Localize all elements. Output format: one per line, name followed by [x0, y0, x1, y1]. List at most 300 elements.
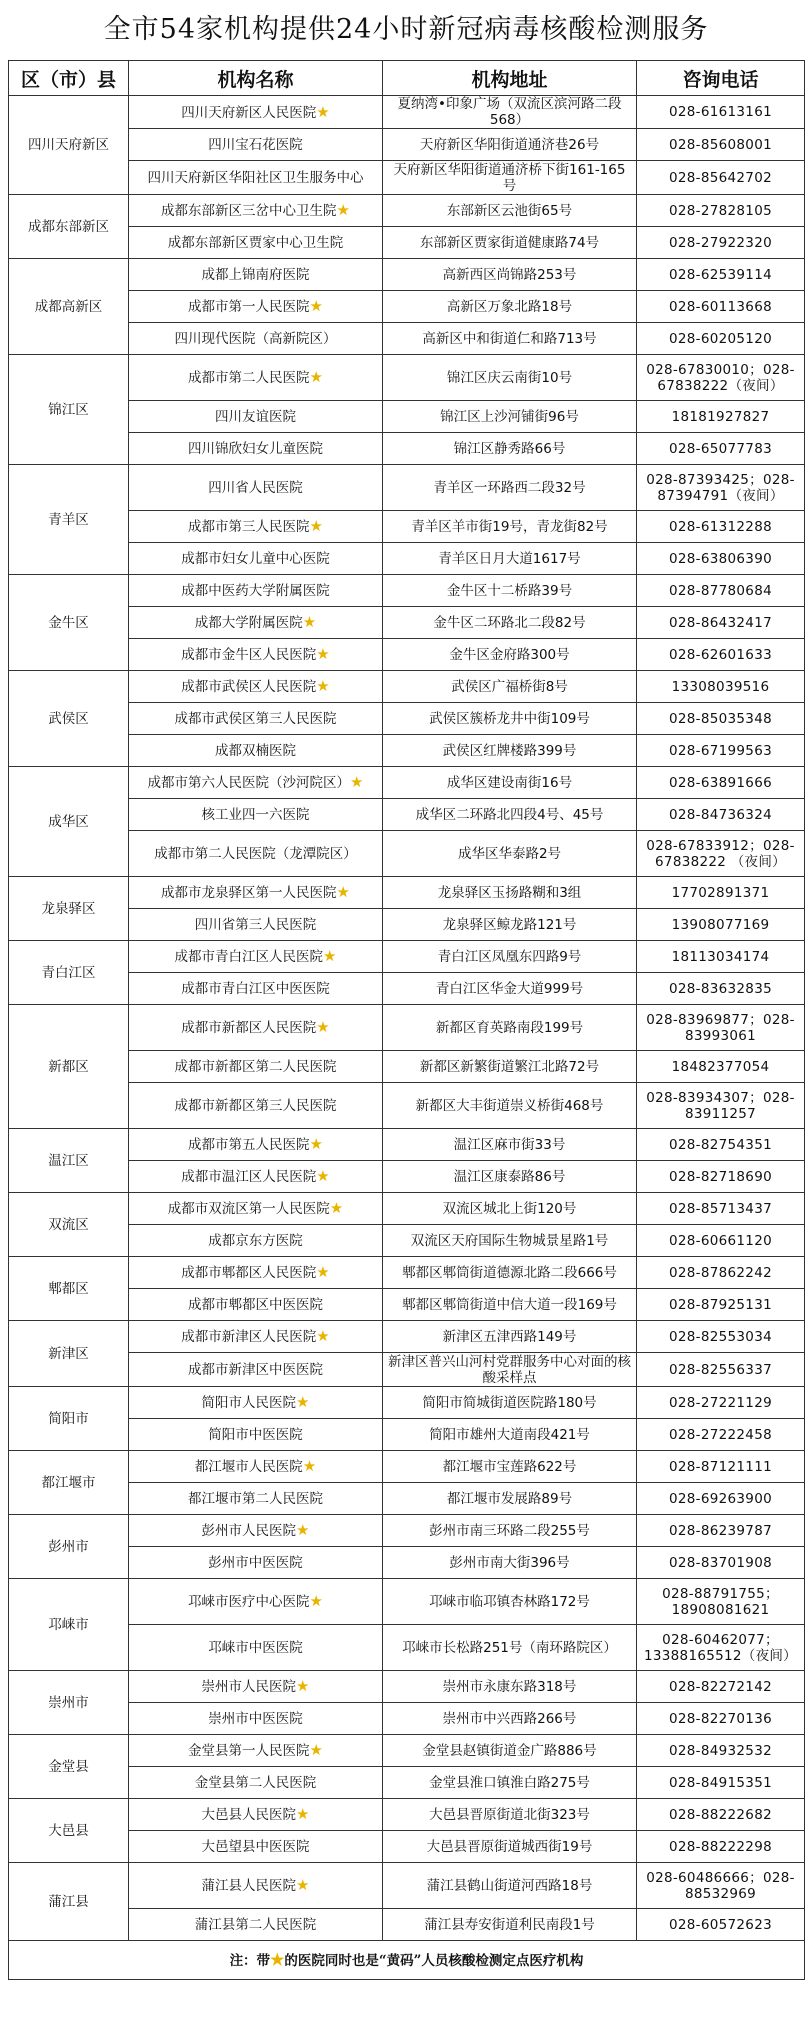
institution-address: 高新西区尚锦路253号 [383, 259, 637, 291]
institution-name-cell [129, 355, 383, 401]
table-row [9, 799, 805, 831]
institution-phone: 028-82556337 [637, 1353, 805, 1387]
institution-phone: 028-87393425；028-87394791（夜间） [637, 465, 805, 511]
table-row [9, 575, 805, 607]
institution-address: 夏纳湾•印象广场（双流区滨河路二段568） [383, 96, 637, 129]
table-row [9, 1289, 805, 1321]
institution-name: 成都市新都区第二人民医院 [174, 1058, 337, 1075]
district-cell: 武侯区 [9, 671, 129, 767]
table-row [9, 941, 805, 973]
institution-name: 四川省人民医院 [208, 479, 303, 496]
star-icon: ★ [316, 1018, 330, 1036]
institution-name-cell [129, 575, 383, 607]
district-cell: 金堂县 [9, 1735, 129, 1799]
institution-name-cell [129, 511, 383, 543]
institution-phone: 028-60113668 [637, 291, 805, 323]
institution-address: 邛崃市临邛镇杏林路172号 [383, 1579, 637, 1625]
institution-name-cell [129, 1831, 383, 1863]
table-body [9, 96, 805, 1941]
institution-phone: 028-83934307；028-83911257 [637, 1083, 805, 1129]
header-district: 区（市）县 [9, 61, 129, 96]
institution-name: 成都市武侯区人民医院 [181, 679, 317, 695]
institution-name-cell [129, 909, 383, 941]
table-row [9, 1225, 805, 1257]
table-row [9, 1483, 805, 1515]
table-row [9, 877, 805, 909]
institution-name: 都江堰市人民医院 [194, 1459, 303, 1475]
testing-institutions-table [8, 60, 805, 1980]
star-icon: ★ [270, 1949, 285, 1969]
star-icon: ★ [302, 613, 317, 631]
star-icon: ★ [309, 1741, 323, 1759]
institution-name: 四川省第三人民医院 [194, 916, 317, 933]
institution-phone: 028-60205120 [637, 323, 805, 355]
table-row [9, 1515, 805, 1547]
institution-name: 成都中医药大学附属医院 [181, 582, 330, 599]
district-cell: 彭州市 [9, 1515, 129, 1579]
table-row [9, 909, 805, 941]
institution-name-cell [129, 1129, 383, 1161]
institution-phone: 028-85713437 [637, 1193, 805, 1225]
institution-name-cell [129, 703, 383, 735]
institution-phone: 18181927827 [637, 401, 805, 433]
institution-name: 成都市第六人民医院（沙河院区） [147, 775, 351, 791]
district-cell: 青白江区 [9, 941, 129, 1005]
institution-name-cell [129, 1799, 383, 1831]
institution-address: 金牛区十二桥路39号 [383, 575, 637, 607]
institution-address: 新都区新繁街道繁江北路72号 [383, 1051, 637, 1083]
institution-name: 崇州市中医医院 [208, 1710, 303, 1727]
table-header-row [9, 61, 805, 96]
institution-name: 简阳市人民医院 [201, 1395, 297, 1411]
institution-name-cell [129, 1671, 383, 1703]
institution-phone: 028-65077783 [637, 433, 805, 465]
table-row [9, 639, 805, 671]
institution-phone: 028-67830010；028-67838222（夜间） [637, 355, 805, 401]
table-row [9, 1321, 805, 1353]
institution-name: 成都市第五人民医院 [188, 1137, 310, 1153]
star-icon: ★ [316, 1167, 330, 1185]
institution-address: 简阳市雄州大道南段421号 [383, 1419, 637, 1451]
institution-address: 龙泉驿区玉扬路糊和3组 [383, 877, 637, 909]
institution-name-cell [129, 1483, 383, 1515]
institution-name-cell [129, 195, 383, 227]
institution-phone: 028-62601633 [637, 639, 805, 671]
institution-name: 四川锦欣妇女儿童医院 [188, 440, 323, 457]
institution-name-cell [129, 323, 383, 355]
institution-phone: 028-87121111 [637, 1451, 805, 1483]
institution-name-cell [129, 1005, 383, 1051]
institution-phone: 17702891371 [637, 877, 805, 909]
institution-address: 武侯区簇桥龙井中街109号 [383, 703, 637, 735]
district-cell: 大邑县 [9, 1799, 129, 1863]
note-prefix: 注：带 [229, 1952, 271, 1969]
institution-name-cell [129, 1289, 383, 1321]
star-icon: ★ [296, 1521, 310, 1539]
star-icon: ★ [323, 947, 337, 965]
institution-address: 简阳市简城街道医院路180号 [383, 1387, 637, 1419]
institution-name: 成都市武侯区第三人民医院 [174, 710, 337, 727]
district-cell: 新都区 [9, 1005, 129, 1129]
table-row [9, 291, 805, 323]
institution-address: 龙泉驿区鲸龙路121号 [383, 909, 637, 941]
institution-address: 蒲江县寿安街道利民南段1号 [383, 1909, 637, 1941]
institution-address: 双流区天府国际生物城景星路1号 [383, 1225, 637, 1257]
institution-phone: 028-61312288 [637, 511, 805, 543]
table-row [9, 465, 805, 511]
institution-address: 新津区五津西路149号 [383, 1321, 637, 1353]
institution-name-cell [129, 1703, 383, 1735]
institution-phone: 13908077169 [637, 909, 805, 941]
table-row [9, 1051, 805, 1083]
star-icon: ★ [350, 773, 364, 791]
institution-phone: 028-60661120 [637, 1225, 805, 1257]
institution-phone: 028-67833912；028-67838222 （夜间） [637, 831, 805, 877]
institution-name-cell [129, 161, 383, 195]
institution-name: 成都市新都区人民医院 [181, 1020, 317, 1036]
table-note-row [9, 1941, 805, 1980]
institution-name-cell [129, 607, 383, 639]
institution-address: 青羊区一环路西二段32号 [383, 465, 637, 511]
institution-name-cell [129, 1083, 383, 1129]
institution-phone: 028-63891666 [637, 767, 805, 799]
institution-address: 天府新区华阳街道通济桥下街161-165号 [383, 161, 637, 195]
institution-name: 蒲江县人民医院 [201, 1878, 297, 1894]
star-icon: ★ [316, 1327, 330, 1345]
table-row [9, 1193, 805, 1225]
table-row [9, 355, 805, 401]
institution-name: 成都市第二人民医院（龙潭院区） [154, 845, 357, 862]
institution-name: 四川宝石花医院 [208, 136, 303, 153]
institution-address: 崇州市中兴西路266号 [383, 1703, 637, 1735]
institution-phone: 028-82272142 [637, 1671, 805, 1703]
institution-name-cell [129, 1547, 383, 1579]
institution-name: 成都京东方医院 [208, 1232, 303, 1249]
institution-phone: 18482377054 [637, 1051, 805, 1083]
institution-name: 四川天府新区人民医院 [181, 104, 317, 121]
institution-address: 锦江区上沙河铺街96号 [383, 401, 637, 433]
institution-name-cell [129, 799, 383, 831]
institution-name: 成都市青白江区中医医院 [181, 980, 330, 997]
star-icon: ★ [316, 102, 330, 121]
institution-address: 大邑县晋原街道城西街19号 [383, 1831, 637, 1863]
institution-phone: 028-82553034 [637, 1321, 805, 1353]
institution-phone: 028-60486666；028-88532969 [637, 1863, 805, 1909]
table-note [9, 1941, 805, 1980]
institution-name: 成都市妇女儿童中心医院 [181, 550, 330, 567]
table-row [9, 1083, 805, 1129]
institution-name-cell [129, 1257, 383, 1289]
institution-name: 成都市青白江区人民医院 [174, 949, 324, 965]
institution-address: 青白江区凤凰东四路9号 [383, 941, 637, 973]
institution-phone: 028-83969877；028-83993061 [637, 1005, 805, 1051]
institution-name-cell [129, 401, 383, 433]
district-cell: 简阳市 [9, 1387, 129, 1451]
institution-phone: 18113034174 [637, 941, 805, 973]
institution-phone: 028-87862242 [637, 1257, 805, 1289]
institution-name-cell [129, 1909, 383, 1941]
institution-address: 天府新区华阳街道通济巷26号 [383, 129, 637, 161]
institution-name-cell [129, 1193, 383, 1225]
institution-name-cell [129, 1161, 383, 1193]
institution-address: 青羊区日月大道1617号 [383, 543, 637, 575]
table-row [9, 1767, 805, 1799]
district-cell: 双流区 [9, 1193, 129, 1257]
institution-phone: 028-83701908 [637, 1547, 805, 1579]
table-row [9, 129, 805, 161]
institution-phone: 028-85642702 [637, 161, 805, 195]
institution-name: 成都市新都区第三人民医院 [174, 1097, 337, 1114]
institution-address: 大邑县晋原街道北街323号 [383, 1799, 637, 1831]
institution-phone: 028-61613161 [637, 96, 805, 129]
table-row [9, 1129, 805, 1161]
institution-name: 成都大学附属医院 [194, 615, 303, 631]
table-row [9, 1831, 805, 1863]
district-cell: 龙泉驿区 [9, 877, 129, 941]
star-icon: ★ [316, 677, 330, 695]
institution-address: 温江区麻市街33号 [383, 1129, 637, 1161]
institution-name: 成都东部新区贾家中心卫生院 [167, 234, 344, 251]
institution-name: 成都东部新区三岔中心卫生院 [161, 203, 337, 219]
district-cell: 都江堰市 [9, 1451, 129, 1515]
table-row [9, 671, 805, 703]
institution-address: 新津区普兴山河村党群服务中心对面的核酸采样点 [383, 1353, 637, 1387]
star-icon: ★ [296, 1393, 310, 1411]
institution-name-cell [129, 129, 383, 161]
district-cell: 四川天府新区 [9, 96, 129, 195]
star-icon: ★ [302, 1457, 317, 1475]
institution-phone: 028-84932532 [637, 1735, 805, 1767]
institution-phone: 028-82718690 [637, 1161, 805, 1193]
institution-name-cell [129, 735, 383, 767]
institution-address: 东部新区云池街65号 [383, 195, 637, 227]
institution-phone: 028-82754351 [637, 1129, 805, 1161]
institution-address: 崇州市永康东路318号 [383, 1671, 637, 1703]
institution-name: 成都市新津区中医医院 [188, 1361, 323, 1378]
institution-name-cell [129, 465, 383, 511]
table-row [9, 543, 805, 575]
institution-phone: 028-85035348 [637, 703, 805, 735]
institution-address: 彭州市南大街396号 [383, 1547, 637, 1579]
institution-phone: 028-82270136 [637, 1703, 805, 1735]
institution-name: 成都市双流区第一人民医院 [167, 1201, 330, 1217]
institution-name: 大邑望县中医医院 [201, 1838, 310, 1855]
institution-phone: 028-86432417 [637, 607, 805, 639]
institution-address: 温江区康泰路86号 [383, 1161, 637, 1193]
table-row [9, 1579, 805, 1625]
institution-address: 青白江区华金大道999号 [383, 973, 637, 1005]
page-title: 全市54家机构提供24小时新冠病毒核酸检测服务 [103, 14, 709, 45]
district-cell: 郫都区 [9, 1257, 129, 1321]
institution-name: 成都市郫都区人民医院 [181, 1265, 317, 1281]
district-cell: 锦江区 [9, 355, 129, 465]
institution-name-cell [129, 767, 383, 799]
table-row [9, 259, 805, 291]
institution-phone: 028-88222298 [637, 1831, 805, 1863]
institution-name-cell [129, 671, 383, 703]
institution-phone: 028-63806390 [637, 543, 805, 575]
institution-name-cell [129, 1735, 383, 1767]
institution-address: 金牛区二环路北二段82号 [383, 607, 637, 639]
institution-phone: 028-85608001 [637, 129, 805, 161]
institution-phone: 028-60572623 [637, 1909, 805, 1941]
star-icon: ★ [309, 368, 323, 386]
star-icon: ★ [336, 883, 350, 901]
institution-address: 都江堰市宝莲路622号 [383, 1451, 637, 1483]
star-icon: ★ [316, 1263, 330, 1281]
table-row [9, 161, 805, 195]
table-row [9, 1625, 805, 1671]
institution-address: 都江堰市发展路89号 [383, 1483, 637, 1515]
table-row [9, 1703, 805, 1735]
table-row [9, 227, 805, 259]
institution-name-cell [129, 96, 383, 129]
institution-name: 四川友谊医院 [215, 408, 296, 425]
institution-address: 成华区二环路北四段4号、45号 [383, 799, 637, 831]
star-icon: ★ [296, 1876, 310, 1894]
institution-name: 金堂县第一人民医院 [188, 1743, 310, 1759]
table-row [9, 1451, 805, 1483]
star-icon: ★ [309, 1135, 323, 1153]
institution-name: 成都市第二人民医院 [188, 370, 310, 386]
institution-address: 高新区中和街道仁和路713号 [383, 323, 637, 355]
institution-address: 东部新区贾家街道健康路74号 [383, 227, 637, 259]
institution-name-cell [129, 543, 383, 575]
institution-name: 四川天府新区华阳社区卫生服务中心 [147, 169, 364, 186]
institution-address: 高新区万象北路18号 [383, 291, 637, 323]
institution-phone: 028-87780684 [637, 575, 805, 607]
table-row [9, 607, 805, 639]
institution-name: 邛崃市医疗中心医院 [188, 1594, 310, 1610]
star-icon: ★ [309, 1592, 323, 1610]
table-row [9, 323, 805, 355]
table-row [9, 1161, 805, 1193]
institution-address: 蒲江县鹤山街道河西路18号 [383, 1863, 637, 1909]
table-row [9, 433, 805, 465]
institution-phone: 028-60462077；13388165512（夜间） [637, 1625, 805, 1671]
institution-phone: 028-88222682 [637, 1799, 805, 1831]
institution-name-cell [129, 433, 383, 465]
header-name: 机构名称 [129, 61, 383, 96]
table-row [9, 1353, 805, 1387]
star-icon: ★ [296, 1677, 310, 1695]
institution-phone: 028-86239787 [637, 1515, 805, 1547]
institution-phone: 028-88791755；18908081621 [637, 1579, 805, 1625]
institution-name: 核工业四一六医院 [201, 806, 310, 823]
institution-name-cell [129, 941, 383, 973]
institution-name-cell [129, 1451, 383, 1483]
institution-phone: 028-87925131 [637, 1289, 805, 1321]
table-row [9, 511, 805, 543]
institution-name-cell [129, 1767, 383, 1799]
district-cell: 青羊区 [9, 465, 129, 575]
institution-address: 金堂县赵镇街道金广路886号 [383, 1735, 637, 1767]
institution-name: 成都上锦南府医院 [201, 266, 310, 283]
institution-name: 成都市龙泉驿区第一人民医院 [161, 885, 337, 901]
institution-phone: 028-62539114 [637, 259, 805, 291]
header-address: 机构地址 [383, 61, 637, 96]
institution-name: 简阳市中医医院 [208, 1426, 303, 1443]
institution-phone: 028-27922320 [637, 227, 805, 259]
institution-address: 锦江区庆云南街10号 [383, 355, 637, 401]
table-row [9, 1799, 805, 1831]
institution-name-cell [129, 1225, 383, 1257]
table-row [9, 1419, 805, 1451]
table-row [9, 1671, 805, 1703]
institution-phone: 028-27828105 [637, 195, 805, 227]
institution-name-cell [129, 1321, 383, 1353]
institution-address: 武侯区广福桥街8号 [383, 671, 637, 703]
district-cell: 成华区 [9, 767, 129, 877]
institution-name: 崇州市人民医院 [201, 1679, 297, 1695]
institution-phone: 028-83632835 [637, 973, 805, 1005]
institution-name-cell [129, 639, 383, 671]
institution-address: 锦江区静秀路66号 [383, 433, 637, 465]
institution-name-cell [129, 1387, 383, 1419]
institution-phone: 028-67199563 [637, 735, 805, 767]
table-row [9, 1863, 805, 1909]
institution-address: 彭州市南三环路二段255号 [383, 1515, 637, 1547]
district-cell: 邛崃市 [9, 1579, 129, 1671]
institution-phone: 028-69263900 [637, 1483, 805, 1515]
institution-address: 新都区育英路南段199号 [383, 1005, 637, 1051]
star-icon: ★ [336, 201, 350, 219]
institution-phone: 028-27221129 [637, 1387, 805, 1419]
institution-address: 武侯区红牌楼路399号 [383, 735, 637, 767]
institution-name-cell [129, 1419, 383, 1451]
header-phone: 咨询电话 [637, 61, 805, 96]
table-row [9, 1735, 805, 1767]
table-row [9, 1257, 805, 1289]
institution-name: 邛崃市中医医院 [208, 1639, 303, 1656]
institution-name: 成都市第一人民医院 [188, 299, 310, 315]
institution-name-cell [129, 291, 383, 323]
institution-name: 大邑县人民医院 [201, 1807, 297, 1823]
table-row [9, 1547, 805, 1579]
institution-name-cell [129, 1051, 383, 1083]
institution-name: 成都市第三人民医院 [188, 519, 310, 535]
institution-name-cell [129, 831, 383, 877]
institution-name-cell [129, 973, 383, 1005]
institution-address: 成华区建设南街16号 [383, 767, 637, 799]
institution-name: 彭州市人民医院 [201, 1523, 297, 1539]
institution-name-cell [129, 227, 383, 259]
star-icon: ★ [329, 1199, 344, 1217]
institution-name: 彭州市中医医院 [208, 1554, 303, 1571]
institution-address: 邛崃市长松路251号（南环路院区） [383, 1625, 637, 1671]
star-icon: ★ [309, 517, 323, 535]
district-cell: 温江区 [9, 1129, 129, 1193]
district-cell: 新津区 [9, 1321, 129, 1387]
district-cell: 蒲江县 [9, 1863, 129, 1941]
star-icon: ★ [309, 297, 323, 315]
district-cell: 成都东部新区 [9, 195, 129, 259]
table-row [9, 735, 805, 767]
district-cell: 金牛区 [9, 575, 129, 671]
district-cell: 崇州市 [9, 1671, 129, 1735]
institution-address: 郫都区郫筒街道中信大道一段169号 [383, 1289, 637, 1321]
institution-name-cell [129, 877, 383, 909]
table-row [9, 703, 805, 735]
institution-name-cell [129, 1515, 383, 1547]
institution-name: 都江堰市第二人民医院 [188, 1490, 323, 1507]
note-suffix: 的医院同时也是“黄码”人员核酸检测定点医疗机构 [284, 1952, 584, 1969]
institution-name-cell [129, 1353, 383, 1387]
institution-name: 成都市新津区人民医院 [181, 1329, 317, 1345]
institution-name: 四川现代医院（高新院区） [174, 330, 337, 347]
institution-name: 蒲江县第二人民医院 [194, 1916, 317, 1933]
institution-name: 成都市温江区人民医院 [181, 1169, 317, 1185]
